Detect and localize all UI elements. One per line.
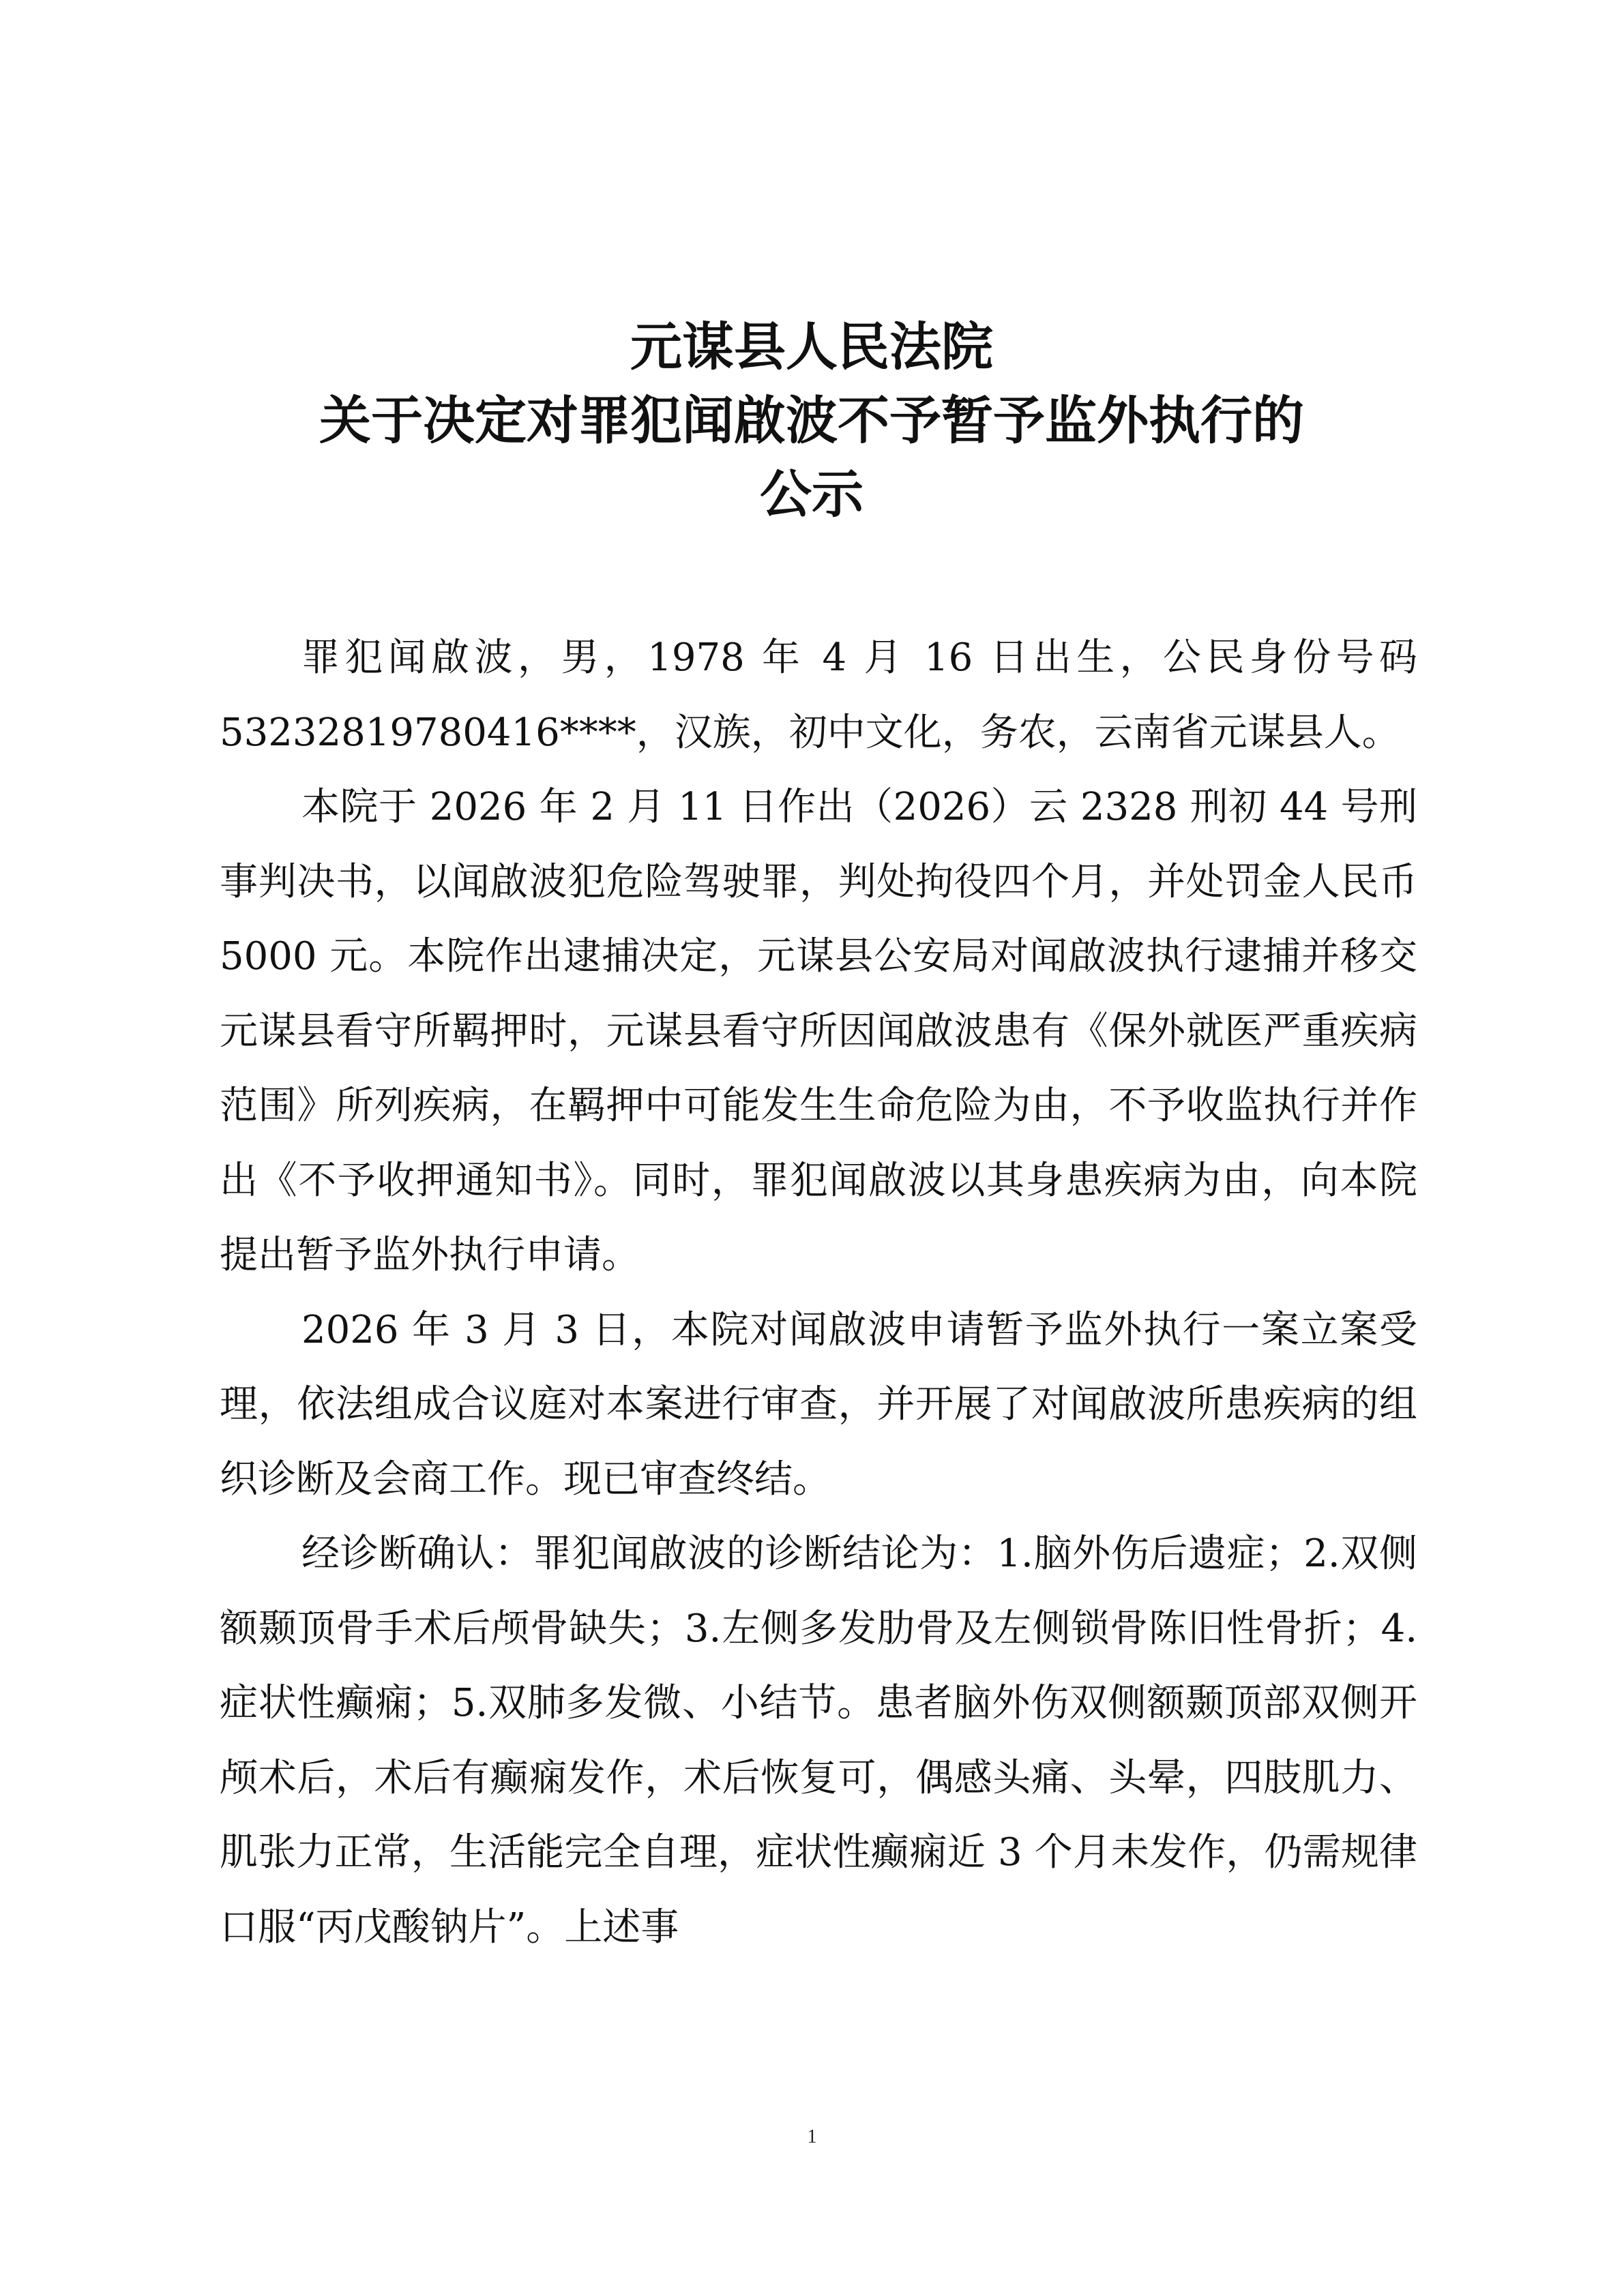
paragraph-judgment: 本院于 2026 年 2 月 11 日作出（2026）云 2328 刑初 44 号刑事判决书，以闻啟波犯危险驾驶罪，判处拘役四个月，并处罚金人民币 5000 元。本院作出逮捕决定，元谋县公安局对闻啟波执行逮捕并移交元谋县看守所羁押时，元谋县看守所因闻啟波患有《保外就医严重疾病范围》所列疾病，在羁押中可能发生生命危险为由，不予收监执行并作出《不予收押通知书》。同时，罪犯闻啟波以其身患疾病为由，向本院提出暂予监外执行申请。 <box>220 785 1417 1277</box>
title-line-notice: 公示 <box>760 464 863 524</box>
paragraph-case-review: 2026 年 3 月 3 日，本院对闻啟波申请暂予监外执行一案立案受理，依法组成合议庭对本案进行审查，并开展了对闻啟波所患疾病的组织诊断及会商工作。现已审查终结。 <box>220 1307 1417 1502</box>
title-line-subject: 关于决定对罪犯闻啟波不予暂予监外执行的 <box>319 390 1304 451</box>
paragraph-criminal-info: 罪犯闻啟波，男，1978 年 4 月 16 日出生，公民身份号码 53232819780416****，汉族，初中文化，务农，云南省元谋县人。 <box>220 636 1417 755</box>
title-line-court: 元谋县人民法院 <box>630 316 993 377</box>
page-number: 1 <box>807 2126 817 2147</box>
document-body <box>220 621 1417 1965</box>
document-title <box>218 310 1405 531</box>
paragraph-diagnosis: 经诊断确认：罪犯闻啟波的诊断结论为：1.脑外伤后遗症；2.双侧额颞顶骨手术后颅骨缺失；3.左侧多发肋骨及左侧锁骨陈旧性骨折；4.症状性癫痫；5.双肺多发微、小结节。患者脑外伤双侧额颞顶部双侧开颅术后，术后有癫痫发作，术后恢复可，偶感头痛、头晕，四肢肌力、肌张力正常，生活能完全自理，症状性癫痫近 3 个月未发作，仍需规律口服“丙戊酸钠片”。上述事 <box>220 1532 1417 1950</box>
